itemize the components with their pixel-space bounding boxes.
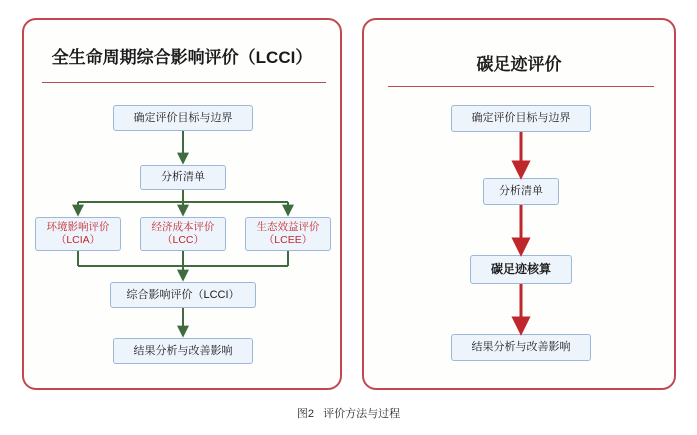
lcci-node-goal: 确定评价目标与边界 bbox=[113, 105, 253, 131]
lcci-panel-title: 全生命周期综合影响评价（LCCI） bbox=[51, 48, 313, 67]
carbon-node-accounting: 碳足迹核算 bbox=[470, 255, 572, 284]
carbon-node-goal: 确定评价目标与边界 bbox=[451, 105, 591, 132]
lcci-node-lcci: 综合影响评价（LCCI） bbox=[110, 282, 256, 308]
carbon-node-inventory: 分析清单 bbox=[483, 178, 559, 205]
lcci-node-lcee-line2: （LCEE） bbox=[263, 234, 313, 246]
lcci-node-lcc-line1: 经济成本评价 bbox=[151, 220, 215, 233]
figure-caption-label: 图2 bbox=[296, 408, 315, 420]
carbon-panel-title: 碳足迹评价 bbox=[476, 55, 562, 74]
lcci-panel bbox=[22, 18, 342, 390]
lcci-node-result: 结果分析与改善影响 bbox=[113, 338, 253, 364]
lcci-node-lcia-line2: （LCIA） bbox=[55, 234, 101, 246]
lcci-node-lcee bbox=[245, 217, 331, 251]
lcci-node-lcia bbox=[35, 217, 121, 251]
lcci-node-lcc bbox=[140, 217, 226, 251]
carbon-title-divider bbox=[388, 86, 654, 87]
lcci-node-lcc-line2: （LCC） bbox=[161, 234, 204, 246]
lcci-node-lcee-line1: 生态效益评价 bbox=[256, 220, 320, 233]
carbon-node-result: 结果分析与改善影响 bbox=[451, 334, 591, 361]
figure-caption bbox=[0, 405, 697, 421]
lcci-node-inventory: 分析清单 bbox=[140, 165, 226, 190]
figure-caption-text: 评价方法与过程 bbox=[323, 408, 401, 420]
lcci-title-divider bbox=[42, 82, 326, 83]
lcci-node-lcia-line1: 环境影响评价 bbox=[46, 220, 110, 233]
